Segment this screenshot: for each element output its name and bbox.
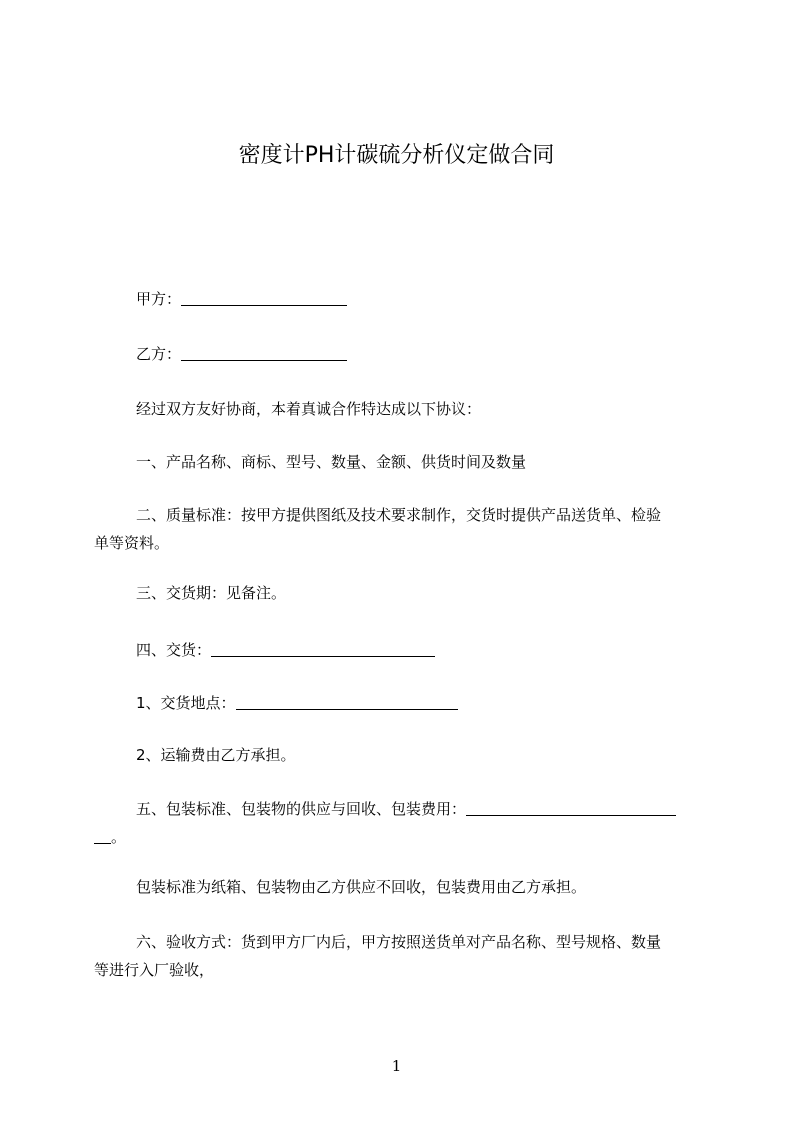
party-b-blank	[181, 344, 347, 361]
clause-5-line-1	[136, 794, 676, 824]
clause-4-blank	[211, 640, 435, 657]
page-title: 密度计PH计碳硫分析仪定做合同	[238, 143, 555, 168]
clause-1: 一、产品名称、商标、型号、数量、金额、供货时间及数量	[136, 453, 527, 471]
clause-4-label: 四、交货：	[136, 641, 212, 659]
clause-5-tail: 。	[111, 828, 127, 846]
clause-4-1-blank	[236, 693, 458, 710]
clause-2-line-2: 单等资料。	[94, 534, 170, 552]
clause-5-line-2	[94, 822, 126, 852]
clause-5-label: 五、包装标准、包装物的供应与回收、包装费用：	[136, 800, 467, 818]
clause-6-line-1: 六、验收方式：货到甲方厂内后，甲方按照送货单对产品名称、型号规格、数量	[136, 933, 662, 951]
party-a-blank	[181, 289, 347, 306]
party-b-label: 乙方：	[136, 345, 182, 363]
party-b-line	[136, 339, 347, 369]
clause-5-blank	[466, 799, 676, 816]
clause-5-blank-continued	[94, 827, 111, 844]
clause-5-detail: 包装标准为纸箱、包装物由乙方供应不回收，包装费用由乙方承担。	[136, 878, 587, 896]
clause-2-line-1: 二、质量标准：按甲方提供图纸及技术要求制作，交货时提供产品送货单、检验	[136, 506, 662, 524]
clause-6-line-2: 等进行入厂验收，	[94, 961, 215, 979]
clause-4-1-line	[136, 688, 458, 718]
clause-4-1-label: 1、交货地点：	[136, 694, 236, 712]
page-number: 1	[391, 1057, 402, 1075]
intro-paragraph: 经过双方友好协商，本着真诚合作特达成以下协议：	[136, 400, 482, 418]
clause-4-line	[136, 635, 435, 665]
clause-4-2: 2、运输费由乙方承担。	[136, 746, 296, 764]
party-a-line	[136, 284, 347, 314]
party-a-label: 甲方：	[136, 290, 182, 308]
clause-3: 三、交货期：见备注。	[136, 584, 287, 602]
